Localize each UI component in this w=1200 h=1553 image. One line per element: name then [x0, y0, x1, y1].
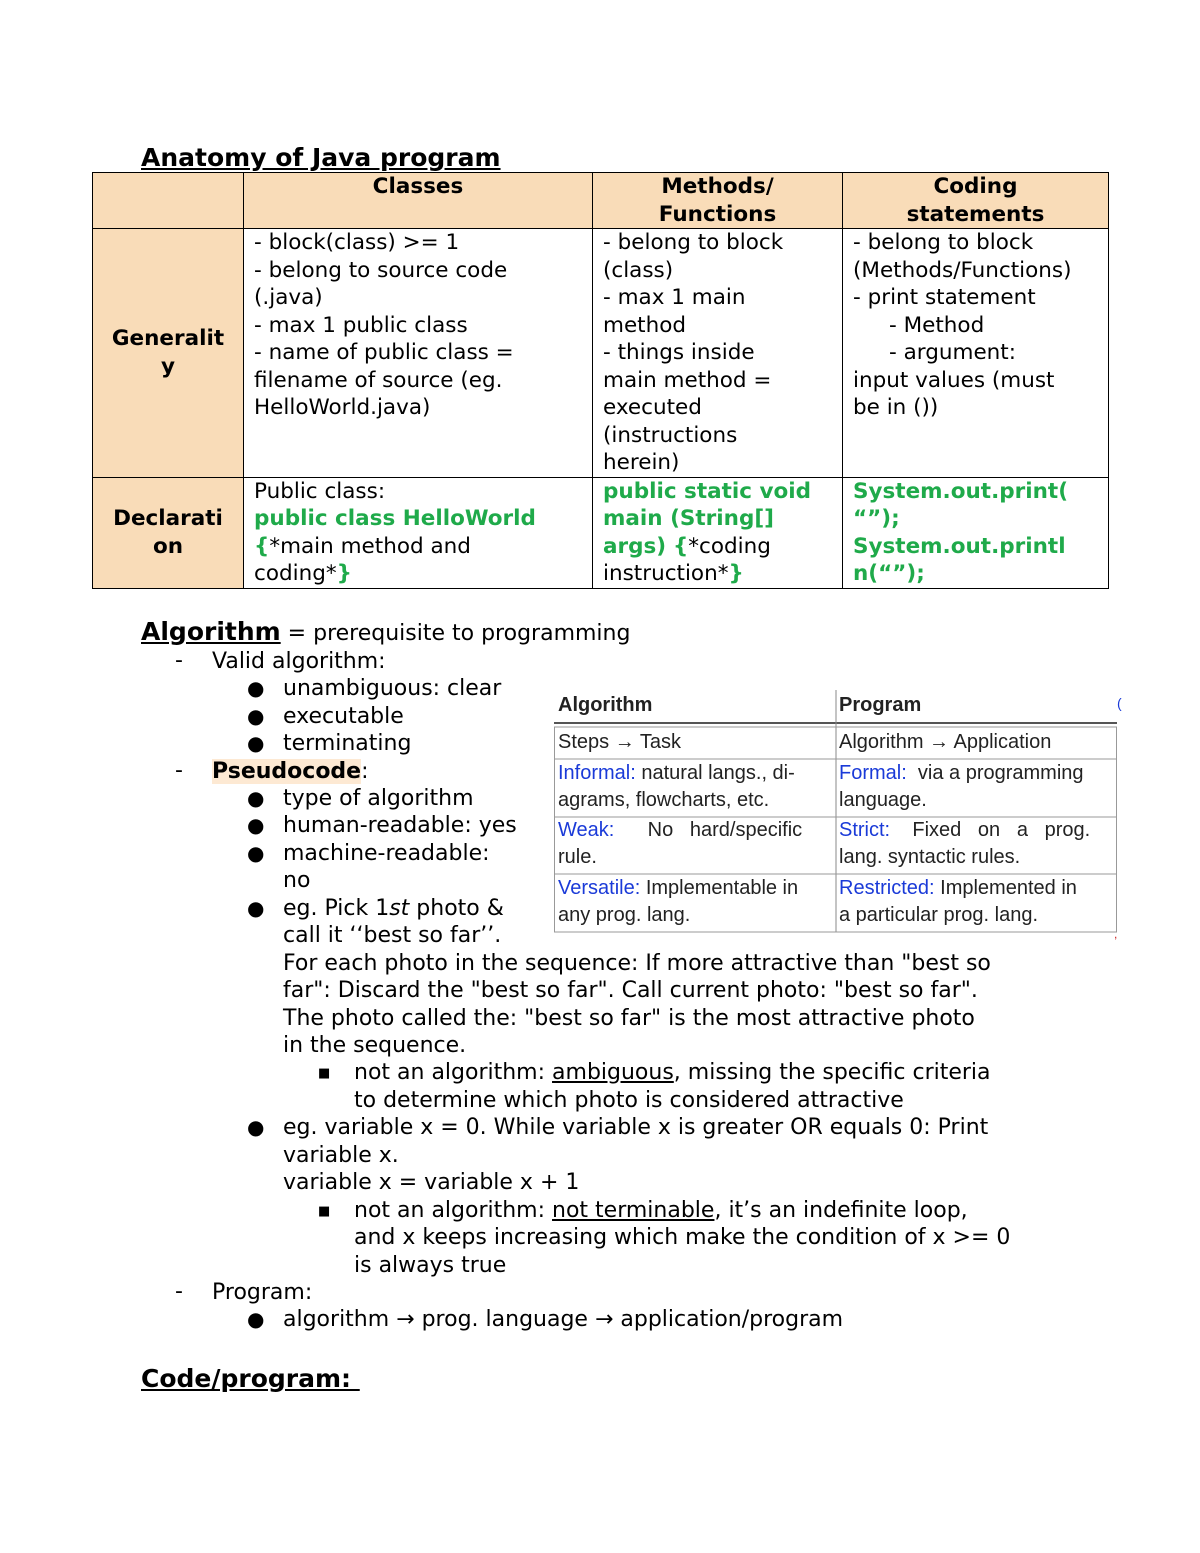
comparison-key: Versatile: [558, 877, 641, 899]
brace-close: } [728, 561, 744, 586]
comparison-cell [558, 875, 798, 902]
bullet-icon: ● [247, 704, 265, 728]
square-bullet-icon: ■ [318, 1066, 331, 1081]
text-line [254, 533, 582, 561]
text-line: (class) [603, 257, 674, 283]
text-line: main method = [603, 367, 772, 393]
list-item: unambiguous: clear [283, 676, 502, 701]
list-item: type of algorithm [283, 786, 474, 811]
code-line: System.out.print( [853, 478, 1069, 504]
text: photo & [409, 896, 504, 921]
text-line [254, 560, 582, 588]
text-line: Public class: [254, 478, 386, 504]
algorithm-heading-rest: = prerequisite to programming [280, 621, 631, 646]
example-2-note-line: is always true [354, 1253, 507, 1278]
text: not an algorithm: [354, 1198, 553, 1223]
text: Implementable in [640, 877, 799, 899]
comparison-cell: any prog. lang. [558, 904, 691, 926]
text-line: input values (must [853, 367, 1055, 393]
bullet-icon: ● [247, 676, 265, 700]
example-1-line: The photo called the: "best so far" is the most attractive photo [283, 1006, 975, 1031]
text: ambiguous [552, 1060, 674, 1085]
example-1-note [354, 1059, 991, 1087]
text-line: - belong to block [603, 230, 784, 255]
dash-marker: - [175, 648, 183, 673]
list-item: machine-readable: [283, 841, 490, 866]
text: eg. Pick 1 [283, 896, 390, 921]
text-line: method [603, 312, 687, 338]
algorithm-heading-line [141, 618, 630, 648]
valid-algorithm-label: Valid algorithm: [212, 649, 386, 674]
program-item: algorithm → prog. language → application/program [283, 1307, 844, 1332]
example-2-note [354, 1197, 968, 1225]
text: , it’s an indefinite loop, [714, 1198, 968, 1223]
comparison-key: Formal: [839, 762, 907, 784]
example-1-note-line: to determine which photo is considered attractive [354, 1088, 904, 1113]
anatomy-title: Anatomy of Java program [141, 143, 501, 172]
bullet-icon: ● [247, 731, 265, 755]
text: Fixed on a prog. [890, 819, 1091, 841]
code-line: n(“”); [853, 561, 925, 586]
text: Implemented in [934, 877, 1077, 899]
text-line: HelloWorld.java) [254, 395, 431, 420]
table-row-generality [93, 229, 1109, 478]
dash-marker: - [175, 1279, 183, 1304]
bullet-icon: ● [247, 786, 265, 810]
code-line: “”); [853, 506, 900, 531]
bullet-icon: ● [247, 813, 265, 837]
col-header-coding: Coding statements [843, 173, 1109, 229]
text-line: filename of source (eg. [254, 367, 503, 393]
text-line: - name of public class = [254, 340, 514, 365]
example-1-line: in the sequence. [283, 1033, 467, 1058]
col-header-methods: Methods/ Functions [593, 173, 843, 229]
code-line: System.out.printl [853, 533, 1066, 559]
cell-declaration-methods [593, 477, 843, 588]
body-text: *coding [688, 533, 771, 559]
text: , missing the specific criteria [673, 1060, 991, 1085]
brace-close: } [336, 561, 352, 586]
bullet-icon: ● [247, 896, 265, 920]
body-text: instruction* [603, 561, 729, 586]
comparison-header-algorithm: Algorithm [558, 694, 653, 716]
cell-generality-classes [244, 229, 593, 478]
row-header-generality: Generalit y [93, 229, 244, 478]
text-line: - print statement [853, 285, 1036, 310]
comparison-cell: a particular prog. lang. [839, 904, 1039, 926]
text-line: - max 1 public class [254, 312, 468, 338]
comparison-cell: rule. [558, 846, 597, 868]
example-1-line [283, 895, 504, 923]
comparison-cell [839, 875, 1077, 902]
list-item: human-readable: yes [283, 813, 517, 838]
table-header-row [93, 173, 1109, 229]
code-program-heading: Code/program: [141, 1364, 360, 1393]
program-label: Program: [212, 1280, 313, 1305]
body-text: coding* [254, 561, 337, 586]
comparison-key: Informal: [558, 762, 636, 784]
text: not an algorithm: [354, 1060, 553, 1085]
code-line: public static void [603, 478, 812, 504]
text-line: (.java) [254, 285, 323, 310]
example-1-line: call it ‘‘best so far’’. [283, 923, 502, 948]
comparison-key: Weak: [558, 819, 615, 841]
comparison-cell: lang. syntactic rules. [839, 846, 1021, 868]
table-row-declaration [93, 477, 1109, 588]
comparison-cell [558, 817, 802, 844]
square-bullet-icon: ■ [318, 1204, 331, 1219]
brace-open: { [672, 533, 689, 559]
cell-generality-methods [593, 229, 843, 478]
list-item-cont: no [283, 868, 311, 893]
comparison-cell [839, 760, 1084, 787]
list-item: executable [283, 704, 404, 729]
text: via a programming [906, 762, 1084, 784]
code-line: public class HelloWorld [254, 506, 536, 531]
corner-cell [93, 173, 244, 229]
row-header-declaration: Declarati on [93, 477, 244, 588]
text-line [603, 560, 832, 588]
svg-text:(: ( [1117, 695, 1122, 711]
comparison-header-program: Program [839, 694, 922, 716]
cell-declaration-classes [244, 477, 593, 588]
text-line [603, 533, 832, 561]
example-2-line: variable x = variable x + 1 [283, 1170, 580, 1195]
text-line: - block(class) >= 1 [254, 230, 460, 255]
pseudocode-line [212, 758, 369, 786]
text-line: (instructions [603, 422, 738, 448]
text-line: - things inside [603, 340, 755, 365]
text-line: (Methods/Functions) [853, 257, 1072, 283]
body-text: *main method and [269, 533, 471, 559]
example-2-note-line: and x keeps increasing which make the condition of x >= 0 [354, 1225, 1011, 1250]
text-line: - belong to block [853, 230, 1034, 255]
dash-marker: - [175, 758, 183, 783]
text-line: - max 1 main [603, 285, 746, 310]
text: not terminable [552, 1198, 715, 1223]
bullet-icon: ● [247, 841, 265, 865]
comparison-cell: agrams, flowcharts, etc. [558, 789, 770, 811]
code-text: args) [603, 533, 667, 559]
comparison-cell: Algorithm → Application [839, 731, 1052, 753]
comparison-cell [839, 817, 1090, 844]
text-line: herein) [603, 450, 680, 475]
text-line: executed [603, 395, 702, 420]
example-2-line: variable x. [283, 1143, 399, 1168]
text: st [389, 896, 410, 921]
text: natural langs., di- [635, 762, 795, 784]
bullet-icon: ● [247, 1307, 265, 1331]
brace-open: { [254, 533, 270, 559]
text-line: - Method [889, 312, 985, 338]
list-item: terminating [283, 731, 412, 756]
col-header-classes: Classes [244, 173, 593, 229]
anatomy-table [92, 172, 1109, 589]
cell-generality-coding [843, 229, 1109, 478]
example-1-line: far": Discard the "best so far". Call current photo: "best so far". [283, 978, 978, 1003]
text: No hard/specific [614, 819, 803, 841]
comparison-cell [558, 760, 795, 787]
text-line: - belong to source code [254, 257, 508, 283]
example-1-line: For each photo in the sequence: If more attractive than "best so [283, 951, 991, 976]
comparison-key: Strict: [839, 819, 891, 841]
pseudocode-colon: : [361, 759, 369, 784]
text-line: - argument: [889, 340, 1016, 365]
comparison-key: Restricted: [839, 877, 935, 899]
bullet-icon: ● [247, 1115, 265, 1139]
comparison-cell: language. [839, 789, 927, 811]
cell-declaration-coding [843, 477, 1109, 588]
svg-text:,: , [1114, 927, 1118, 940]
code-line: main (String[] [603, 506, 774, 531]
comparison-cell: Steps → Task [558, 731, 682, 753]
pseudocode-label: Pseudocode [212, 759, 362, 784]
algorithm-heading: Algorithm [141, 617, 281, 646]
example-2-line: eg. variable x = 0. While variable x is greater OR equals 0: Print [283, 1115, 989, 1140]
text-line: be in ()) [853, 395, 939, 420]
